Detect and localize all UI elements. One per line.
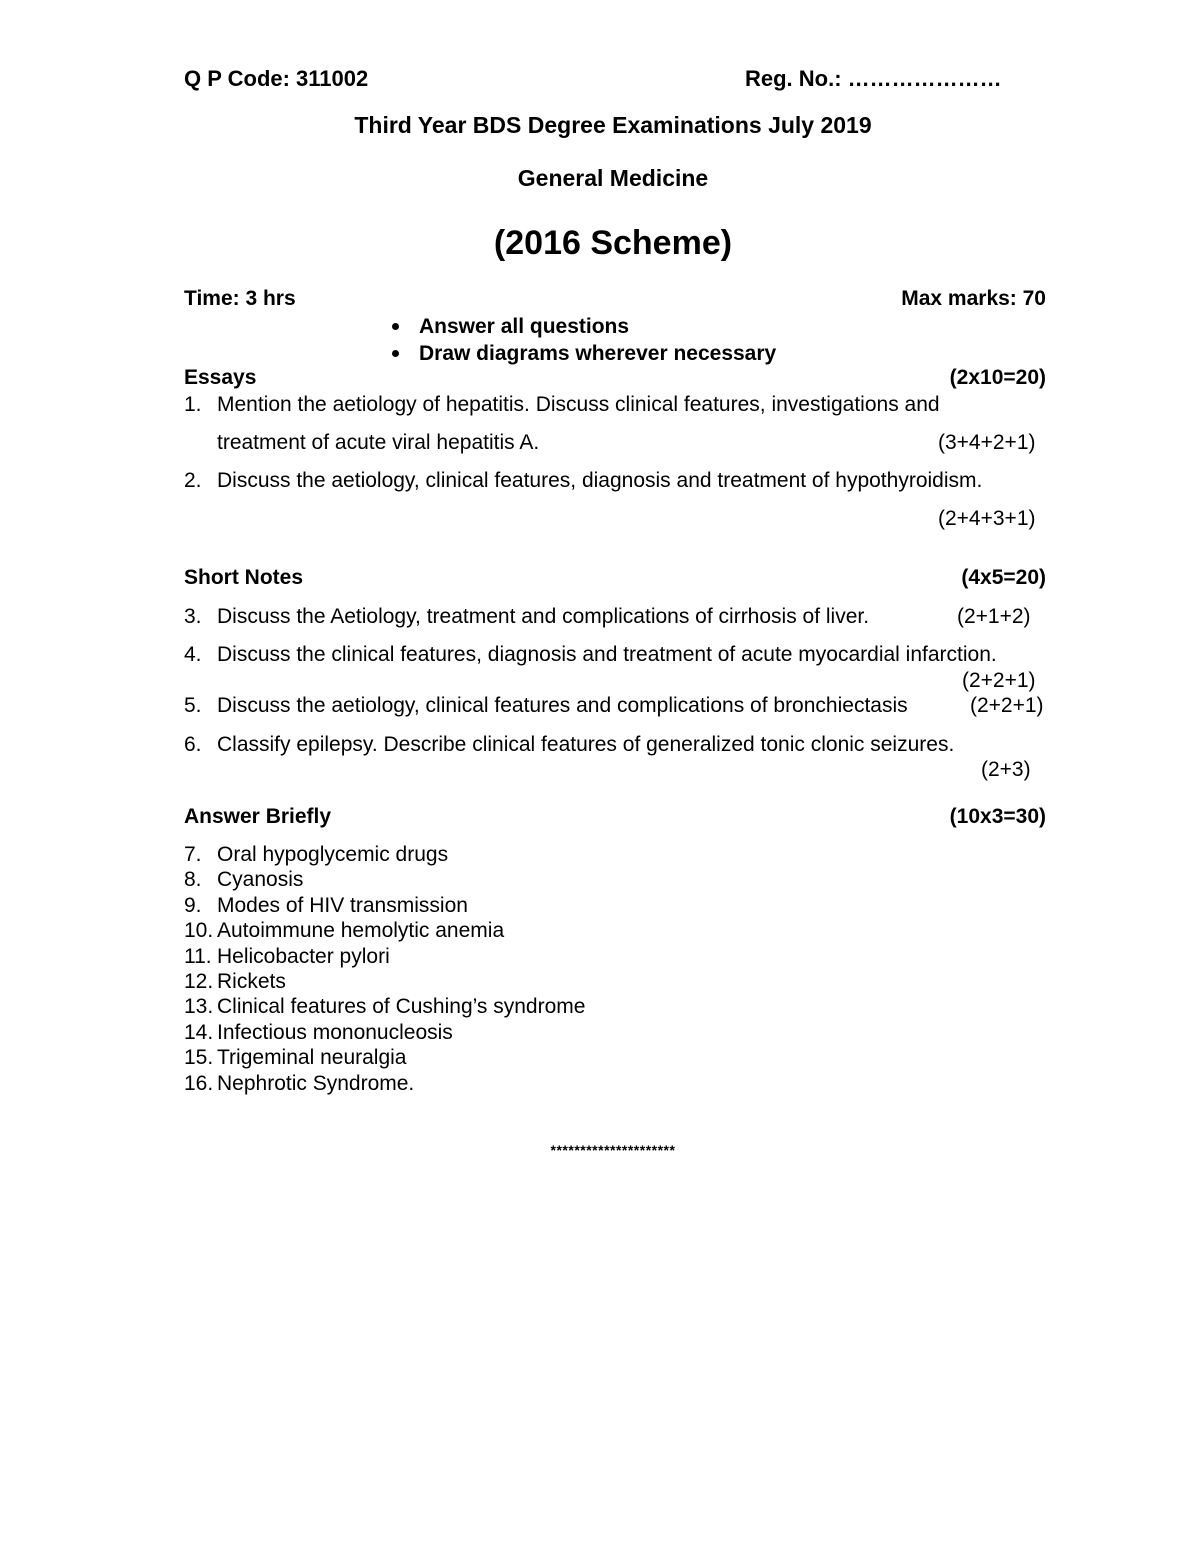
item-text: Helicobacter pylori	[217, 944, 390, 968]
item-number: 12.	[184, 969, 214, 993]
item-text: Cyanosis	[217, 868, 304, 892]
instruction-item	[385, 313, 776, 340]
question-text: Discuss the Aetiology, treatment and complications of cirrhosis of liver.	[217, 605, 870, 628]
item-text: Trigeminal neuralgia	[217, 1046, 407, 1070]
qp-code: Q P Code: 311002	[184, 66, 369, 91]
item-text: Infectious mononucleosis	[217, 1020, 453, 1044]
essays-marks: (2x10=20)	[949, 366, 1046, 389]
question-text: Mention the aetiology of hepatitis. Discuss clinical features, investigations and	[217, 393, 940, 416]
bullet-icon	[392, 350, 399, 357]
question-2-marks: (2+4+3+1)	[938, 507, 1036, 530]
list-item	[184, 842, 585, 867]
list-item	[184, 893, 585, 918]
item-number: 8.	[184, 868, 202, 892]
question-text: Discuss the clinical features, diagnosis and treatment of acute myocardial infarction.	[217, 643, 997, 666]
question-number: 3.	[184, 605, 202, 628]
question-number: 1.	[184, 393, 202, 416]
item-text: Autoimmune hemolytic anemia	[217, 919, 505, 943]
item-text: Oral hypoglycemic drugs	[217, 843, 449, 866]
question-text: Discuss the aetiology, clinical features, diagnosis and treatment of hypothyroidism.	[217, 469, 983, 492]
item-number: 10.	[184, 919, 214, 943]
list-item	[184, 1020, 585, 1045]
question-5	[184, 694, 908, 718]
question-6-marks: (2+3)	[981, 758, 1031, 781]
question-1-continued: treatment of acute viral hepatitis A.	[217, 431, 540, 454]
bullet-icon	[392, 323, 399, 330]
question-5-marks: (2+2+1)	[970, 694, 1044, 717]
question-number: 6.	[184, 733, 202, 756]
short-notes-heading: Short Notes	[184, 566, 304, 589]
item-number: 11.	[184, 944, 212, 968]
question-4-marks: (2+2+1)	[962, 669, 1036, 692]
max-marks: Max marks: 70	[901, 287, 1046, 310]
question-1	[184, 393, 940, 417]
item-number: 15.	[184, 1046, 214, 1070]
question-number: 5.	[184, 694, 202, 717]
item-number: 14.	[184, 1020, 214, 1044]
time-allowed: Time: 3 hrs	[184, 287, 296, 310]
essays-heading: Essays	[184, 366, 257, 389]
item-text: Modes of HIV transmission	[217, 893, 468, 917]
answer-briefly-marks: (10x3=30)	[949, 805, 1046, 828]
question-number: 2.	[184, 469, 202, 492]
answer-briefly-list	[184, 842, 585, 1096]
answer-briefly-heading: Answer Briefly	[184, 805, 332, 828]
list-item	[184, 867, 585, 892]
question-2	[184, 469, 982, 493]
question-1-marks: (3+4+2+1)	[938, 431, 1036, 454]
question-3-marks: (2+1+2)	[957, 605, 1031, 628]
list-item	[184, 1045, 585, 1070]
question-6	[184, 733, 954, 757]
end-of-paper-stars: *********************	[550, 1142, 676, 1158]
question-4	[184, 643, 997, 667]
instruction-text: Draw diagrams wherever necessary	[419, 342, 777, 365]
instruction-text: Answer all questions	[419, 315, 630, 338]
short-notes-marks: (4x5=20)	[961, 566, 1046, 589]
question-text: Discuss the aetiology, clinical features and complications of bronchiectasis	[217, 694, 908, 717]
list-item	[184, 918, 585, 943]
item-number: 9.	[184, 893, 202, 917]
question-3	[184, 605, 869, 629]
subject-title: General Medicine	[517, 165, 709, 191]
question-number: 4.	[184, 643, 202, 666]
list-item	[184, 994, 585, 1019]
list-item	[184, 969, 585, 994]
item-text: Clinical features of Cushing’s syndrome	[217, 995, 586, 1019]
question-text: Classify epilepsy. Describe clinical features of generalized tonic clonic seizures.	[217, 733, 955, 756]
list-item	[184, 1071, 585, 1096]
instruction-item	[385, 340, 776, 367]
scheme-title: (2016 Scheme)	[493, 224, 733, 262]
item-text: Rickets	[217, 969, 286, 993]
item-number: 16.	[184, 1071, 214, 1095]
item-number: 13.	[184, 995, 214, 1019]
list-item	[184, 944, 585, 969]
reg-no: Reg. No.: …………………	[745, 66, 1002, 91]
instructions-list	[385, 313, 776, 367]
item-number: 7.	[184, 843, 202, 866]
item-text: Nephrotic Syndrome.	[217, 1071, 415, 1095]
exam-title: Third Year BDS Degree Examinations July 2019	[354, 112, 872, 138]
